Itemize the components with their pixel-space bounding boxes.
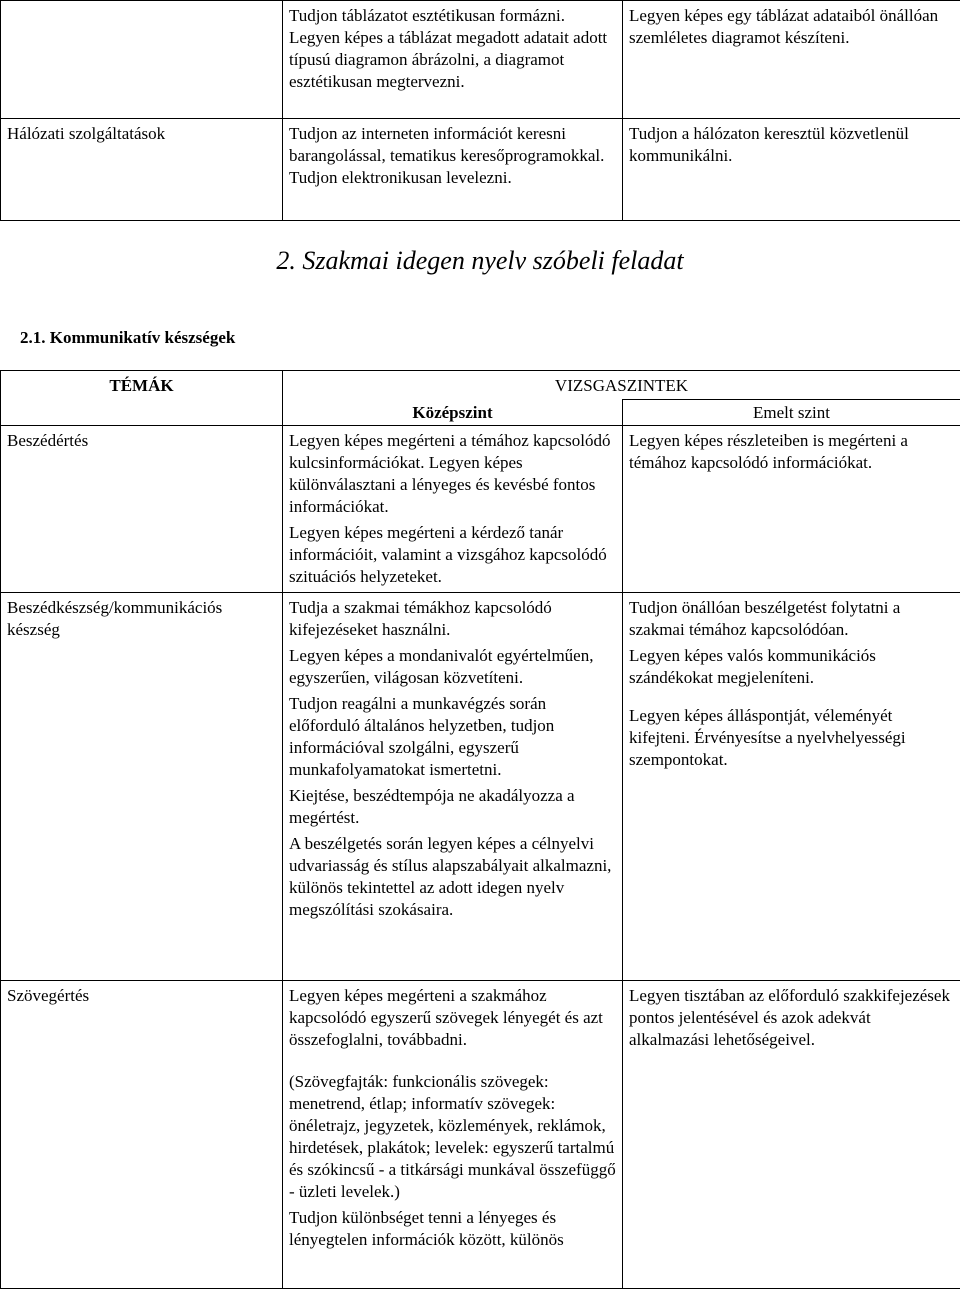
requirement-text: Legyen képes valós kommunikációs szándékokat megjeleníteni. [629,646,876,687]
topic-label: Szövegértés [7,986,90,1005]
top-competency-table [0,0,960,221]
requirement-text: A beszélgetés során legyen képes a célnyelvi udvariasság és stílus alapszabályait alkalmazni, különös tekintettel az adott idegen nyelv megszólítási szokásaira. [289,834,612,919]
topic-cell [1,119,283,221]
advanced-level-cell [623,119,960,221]
requirement-text: Legyen képes a táblázat megadott adatait adott típusú diagramon ábrázolni, a diagramot esztétikusan megtervezni. [289,28,608,91]
requirement-text: Tudja a szakmai témákhoz kapcsolódó kifejezéseket használni. [289,598,552,639]
levels-header: VIZSGASZINTEK [283,371,960,400]
requirement-text: Legyen képes egy táblázat adataiból önállóan szemléletes diagramot készíteni. [629,6,939,47]
requirement-text: Legyen képes megérteni a témához kapcsolódó kulcsinformációkat. Legyen képes különválasztani a lényeges és kevésbé fontos információkat. [289,431,611,516]
requirement-text: (Szövegfajták: funkcionális szövegek: menetrend, étlap; informatív szövegek: önéletrajz, jegyzetek, közlemények, reklámok, hirdetések, plakátok; levelek: egyszerű tartalmú és szókincsű - a titkársági munkával összefüggő - üzleti levelek.) [289,1072,616,1201]
requirement-text: Tudjon különbséget tenni a lényeges és lényegtelen információk között, különös [289,1208,564,1249]
requirement-text: Legyen képes részleteiben is megérteni a témához kapcsolódó információkat. [629,431,908,472]
section-title: 2. Szakmai idegen nyelv szóbeli feladat [276,246,684,275]
advanced-level-cell [623,1,960,119]
mid-level-cell [283,426,623,593]
topic-label: Hálózati szolgáltatások [7,124,166,143]
advanced-level-cell [623,593,960,981]
advanced-level-cell [623,981,960,1289]
requirement-text: Legyen képes megérteni a kérdező tanár információit, valamint a vizsgához kapcsolódó szituációs helyzeteket. [289,523,607,586]
requirement-text: Tudjon önállóan beszélgetést folytatni a szakmai témához kapcsolódóan. [629,598,901,639]
topic-label: Beszédkészség/kommunikációs készség [7,598,223,639]
topic-cell-szovegertes [1,981,283,1289]
requirement-text: Tudjon a hálózaton keresztül közvetlenül kommunikálni. [629,124,909,165]
mid-level-cell [283,1,623,119]
requirement-text: Legyen tisztában az előforduló szakkifejezések pontos jelentésével és azok adekvát alkalmazási lehetőségeivel. [629,986,950,1049]
requirement-text: Tudjon az interneten információt keresni barangolással, tematikus keresőprogramokkal. [289,124,605,165]
topics-header: TÉMÁK [1,371,283,426]
topic-cell-beszedertes [1,426,283,593]
requirement-text: Tudjon elektronikusan levelezni. [289,168,512,187]
mid-level-cell [283,981,623,1289]
mid-level-cell [283,119,623,221]
requirement-text: Tudjon reagálni a munkavégzés során előforduló általános helyzetben, tudjon információval szolgálni, egyszerű munkafolyamatokat ismertetni. [289,694,555,779]
topic-cell-empty [1,1,283,119]
topic-label: Beszédértés [7,431,89,450]
requirement-text: Tudjon táblázatot esztétikusan formázni. [289,6,566,25]
requirement-text: Legyen képes álláspontját, véleményét kifejteni. Érvényesítse a nyelvhelyességi szempontokat. [629,706,906,769]
requirement-text: Kiejtése, beszédtempója ne akadályozza a megértést. [289,786,575,827]
requirement-text: Legyen képes a mondanivalót egyértelműen, egyszerűen, világosan közvetíteni. [289,646,594,687]
requirement-text: Legyen képes megérteni a szakmához kapcsolódó egyszerű szövegek lényegét és azt összefoglalni, továbbadni. [289,986,603,1049]
mid-level-cell [283,593,623,981]
topic-cell-beszedkeszseg [1,593,283,981]
advanced-level-cell [623,426,960,593]
communication-skills-table [0,370,960,1289]
advanced-level-header: Emelt szint [623,400,960,426]
mid-level-header: Középszint [283,400,623,426]
subsection-title: 2.1. Kommunikatív készségek [20,328,236,347]
